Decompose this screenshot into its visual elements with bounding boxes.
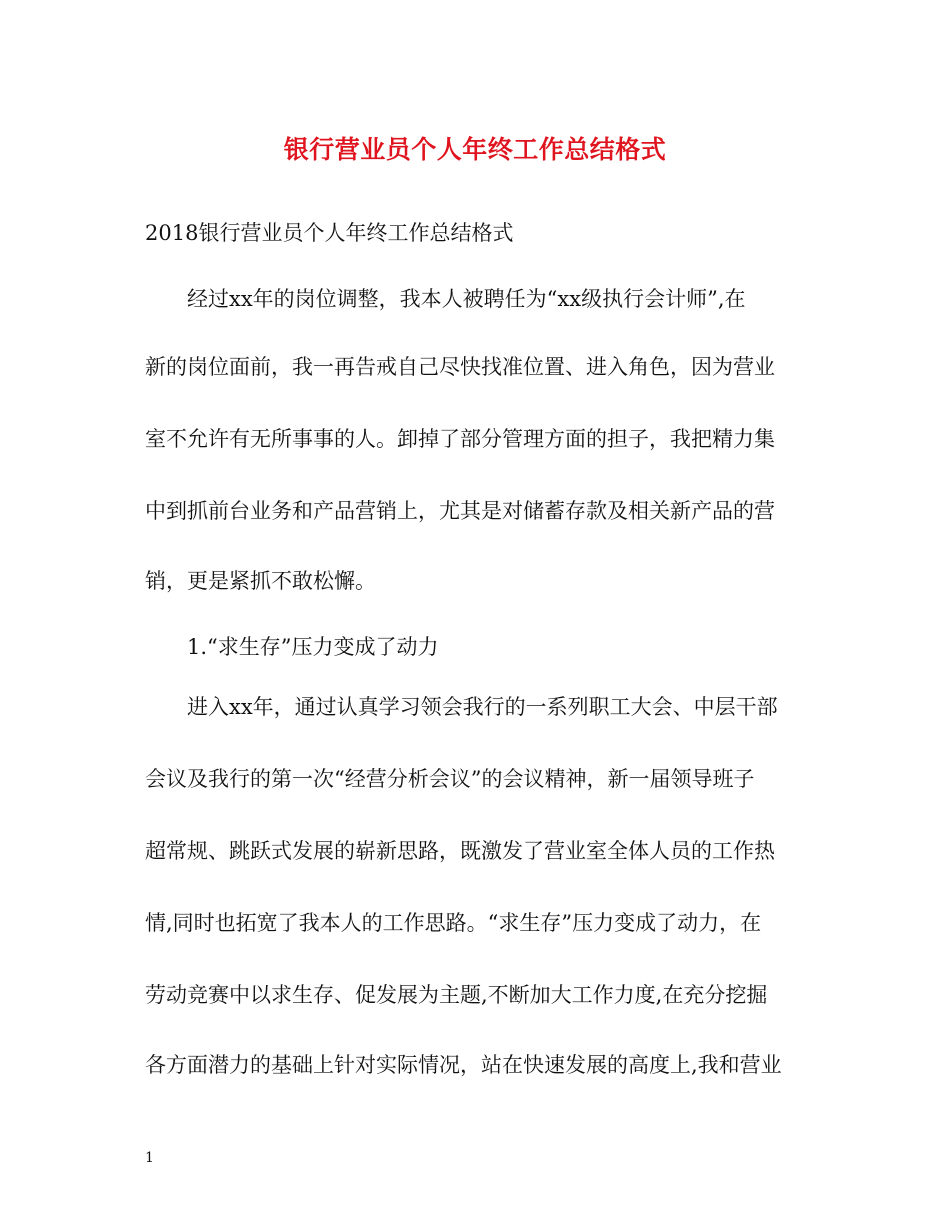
paragraph-line: 中到抓前台业务和产品营销上，尤其是对储蓄存款及相关新产品的营 [145,499,775,523]
section-heading: 1.“求生存”压力变成了动力 [187,635,439,659]
paragraph-line: 经过xx年的岗位调整，我本人被聘任为“xx级执行会计师”,在 [187,287,746,311]
document-title: 银行营业员个人年终工作总结格式 [283,135,667,164]
paragraph-line: 会议及我行的第一次“经营分析会议”的会议精神，新一届领导班子 [145,767,755,791]
paragraph-line: 劳动竞赛中以求生存、促发展为主题,不断加大工作力度,在充分挖掘 [145,983,768,1007]
paragraph-line: 情,同时也拓宽了我本人的工作思路。“求生存”压力变成了动力，在 [145,911,762,935]
paragraph-line: 新的岗位面前，我一再告戒自己尽快找准位置、进入角色，因为营业 [145,355,775,379]
page-number: 1 [145,1150,154,1166]
subtitle-line: 2018银行营业员个人年终工作总结格式 [145,221,514,245]
paragraph-line: 销，更是紧抓不敢松懈。 [145,569,376,593]
paragraph-line: 室不允许有无所事事的人。卸掉了部分管理方面的担子，我把精力集 [145,427,775,451]
paragraph-line: 各方面潜力的基础上针对实际情况，站在快速发展的高度上,我和营业 [145,1053,782,1077]
paragraph-line: 进入xx年，通过认真学习领会我行的一系列职工大会、中层干部 [187,695,778,719]
paragraph-line: 超常规、跳跃式发展的崭新思路，既激发了营业室全体人员的工作热 [145,839,775,863]
